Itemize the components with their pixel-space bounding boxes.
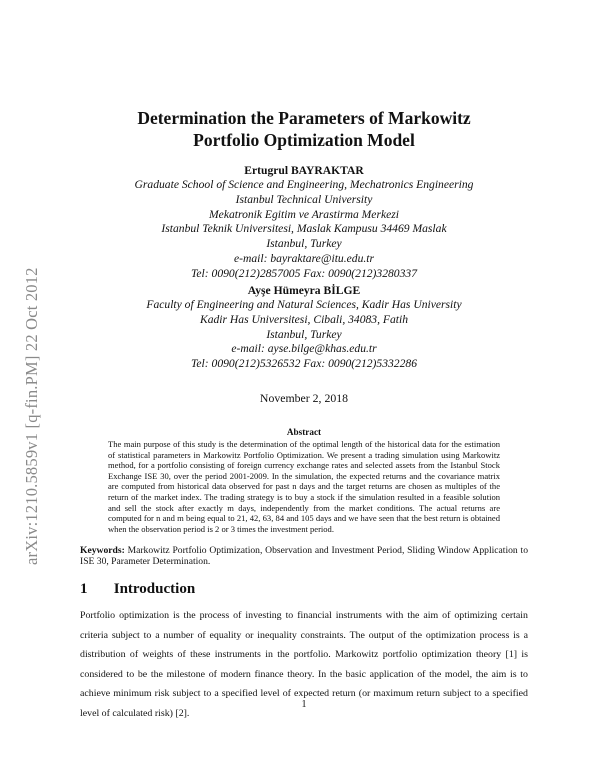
keywords-label: Keywords: (80, 545, 125, 556)
keywords-text: Markowitz Portfolio Optimization, Observation and Investment Period, Sliding Window Application to ISE 30, Parameter Determination. (80, 545, 528, 568)
tel-value: 0090(212)5326532 (211, 357, 301, 371)
author-2-affiliation-line: Kadir Has Universitesi, Cibali, 34083, Fatih (199, 312, 409, 326)
abstract-text: The main purpose of this study is the determination of the optimal length of the historical data for the estimation of statistical parameters in Markowitz Portfolio Optimization. We present a trading simulation using Markowitz method, for a portfolio consisting of foreign currency exchange rates and selected assets from the Istanbul Stock Exchange ISE 30, over the period 2001-2009. In the simulation, the expected returns and the covariance matrix are computed from historical data observed for past n days and the target returns are chosen as multiples of the return of the market index. The trading strategy is to buy a stock if the simulation resulted in a feasible solution and sell the stock after exactly m days, independently from the market conditions. The actual returns are computed for n and m being equal to 21, 42, 63, 84 and 105 days and we have seen that the best return is obtained when the observation period is 2 or 3 times the investment period. (108, 439, 500, 534)
fax-value: 0090(212)5332286 (328, 357, 417, 371)
section-heading (80, 581, 195, 598)
page-number: 1 (301, 699, 307, 710)
author-1-affiliation-line: Istanbul Teknik Universitesi, Maslak Kampusu 34469 Maslak (161, 222, 447, 236)
keywords (80, 545, 528, 568)
author-1-affiliation-line: Graduate School of Science and Engineering, Mechatronics Engineering (134, 178, 474, 191)
tel-label: Tel: (190, 266, 209, 280)
author-2-email[interactable]: e-mail: ayse.bilge@khas.edu.tr (231, 342, 377, 356)
title-line-1: Determination the Parameters of Markowitz (137, 108, 471, 128)
author-2-contact (80, 357, 528, 372)
section-number: 1 (80, 581, 88, 597)
section-title: Introduction (113, 581, 196, 597)
author-2-affiliation-line: Istanbul, Turkey (266, 327, 342, 341)
abstract-heading: Abstract (286, 427, 322, 437)
fax-label: Fax: (303, 266, 326, 280)
author-2-name: Ayşe Hümeyra BİLGE (247, 284, 361, 297)
author-1-affiliation-line: Istanbul Technical University (235, 192, 373, 206)
title-line-2: Portfolio Optimization Model (193, 130, 415, 150)
author-2-affiliation-line: Faculty of Engineering and Natural Sciences, Kadir Has University (146, 298, 462, 311)
author-1-name: Ertugrul BAYRAKTAR (244, 164, 364, 177)
fax-label: Fax: (303, 357, 326, 371)
introduction-paragraph: Portfolio optimization is the process of investing to financial instruments with the aim of optimizing certain criteria subject to a number of equality or inequality constraints. The output of the optimization process is a distribution of weights of these instruments in the portfolio. Markowitz portfolio optimization theory [1] is considered to be the milestone of modern finance theory. In the basic application of the model, the aim is to achieve minimum risk subject to a specified level of expected return (or maximum return subject to a specified level of calculated risk) [2]. (80, 610, 528, 719)
paper-date: November 2, 2018 (259, 391, 349, 405)
author-1-email[interactable]: e-mail: bayraktare@itu.edu.tr (234, 251, 374, 265)
author-1-affiliation-line: Mekatronik Egitim ve Arastirma Merkezi (209, 207, 399, 221)
author-1-block (80, 163, 528, 282)
fax-value: 0090(212)3280337 (328, 266, 417, 280)
tel-label: Tel: (190, 357, 209, 371)
author-1-contact (80, 267, 528, 282)
author-1-affiliation-line: Istanbul, Turkey (266, 237, 342, 251)
tel-value: 0090(212)2857005 (211, 266, 301, 280)
arxiv-identifier: arXiv:1210.5859v1 [q-fin.PM] 22 Oct 2012 (22, 267, 41, 565)
paper-title (80, 107, 528, 151)
author-2-block (80, 283, 528, 372)
